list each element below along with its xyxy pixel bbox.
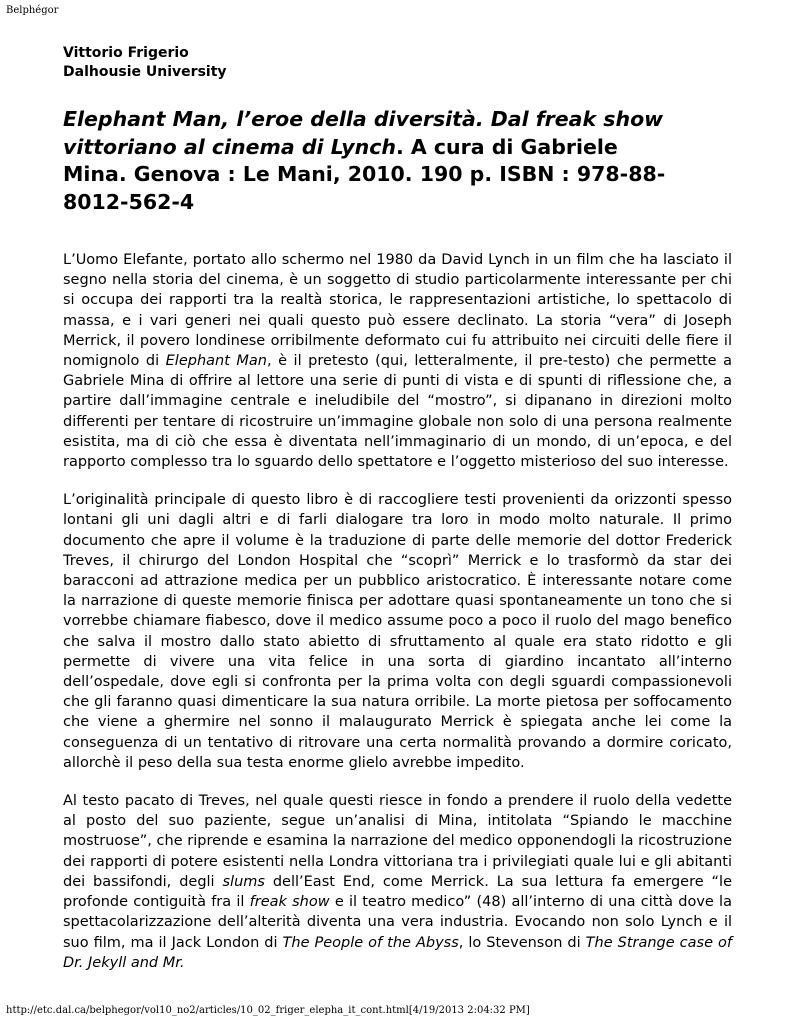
paragraph-1: L’Uomo Elefante, portato allo schermo nel 1980 da David Lynch in un film che ha lasciato il segno nella storia del cinema, è un soggetto di studio particolarmente interessante per chi si occupa dei rapporti tra la realtà storica, le rappresentazioni artistiche, lo spettacolo di massa, e i vari generi nei quali questo può essere declinato. La storia “vera” di Joseph Merrick, il povero londinese orribilmente deformato cui fu attribuito nei circuiti delle fiere il nomignolo di Elephant Man, è il pretesto (qui, letteralmente, il pre-testo) che permette a Gabriele Mina di offrire al lettore una serie di punti di vista e di spunti di riflessione che, a partire dall’immagine centrale e ineludibile del “mostro”, si dipanano in direzioni molto differenti per tentare di ricostruire un’immagine globale non solo di una persona realmente esistita, ma di ciò che essa è diventata nell’immaginario di un mondo, di un’epoca, e del rapporto complesso tra lo sguardo dello spettatore e l’oggetto misterioso del suo interesse.: [63, 252, 732, 471]
author-block: [63, 44, 227, 82]
review-title: [63, 106, 673, 216]
italic-term: slums: [222, 873, 265, 890]
italic-title: The Strange case of Dr. Jekyll and Mr.: [63, 934, 732, 971]
author-affiliation: Dalhousie University: [63, 64, 227, 80]
paragraph-2: L’originalità principale di questo libro è di raccogliere testi provenienti da orizzonti spesso lontani gli uni dagli altri e di farli dialogare tra loro in modo molto naturale. Il primo documento che apre il volume è la traduzione di parte delle memorie del dottor Frederick Treves, il chirurgo del London Hospital che “scoprì” Merrick e lo trasformò da star dei baracconi ad attrazione medica per un pubblico aristocratico. È interessante notare come la narrazione di queste memorie finisca per adottare quasi spontaneamente un tono che si vorrebbe chiamare fiabesco, dove il medico assume poco a poco il ruolo del mago benefico che salva il mostro dallo stato abietto di sfruttamento al quale era stato ridotto e gli permette di vivere una vita felice in una sorta di giardino incantato all’interno dell’ospedale, dove egli si confronta per la prima volta con degli sguardi compassionevoli che gli faranno quasi dimenticare la sua natura orribile. La morte pietosa per soffocamento che viene a ghermire nel sonno il malaugurato Merrick è spiegata anche lei come la conseguenza di un tentativo di ritrovare una certa normalità provando a dormire coricato, allorchè il peso della sua testa enorme glielo avrebbe impedito.: [63, 492, 732, 771]
book-details: . A cura di Gabriele Mina. Genova : Le Mani, 2010. 190 p. ISBN : 978-88-8012-562-4: [63, 134, 666, 214]
article-body: [63, 250, 732, 991]
running-header: Belphégor: [6, 5, 59, 16]
paragraph-3: Al testo pacato di Treves, nel quale questi riesce in fondo a prendere il ruolo della vedette al posto del suo paziente, segue un’analisi di Mina, intitolata “Spiando le macchine mostruose”, che riprende e esamina la narrazione del medico opponendogli la ricostruzione dei rapporti di potere esistenti nella Londra vittoriana tra i privilegiati quale lui e gli abitanti dei bassifondi, degli slums dell’East End, come Merrick. La sua lettura fa emergere “le profonde contiguità fra il freak show e il teatro medico” (48) all’interno di una città dove la spettacolarizzazione dell’alterità diventa una vera industria. Evocando non solo Lynch e il suo film, ma il Jack London di The People of the Abyss, lo Stevenson di The Strange case of Dr. Jekyll and Mr.: [63, 793, 733, 971]
author-name: Vittorio Frigerio: [63, 45, 189, 61]
footer-url: http://etc.dal.ca/belphegor/vol10_no2/articles/10_02_friger_elepha_it_cont.html[4/19/2013 2:04:32 PM]: [6, 1005, 530, 1016]
italic-title: The People of the Abyss: [282, 934, 459, 951]
book-title: Elephant Man, l’eroe della diversità. Dal freak show vittoriano al cinema di Lynch: [63, 107, 664, 159]
italic-term: freak show: [249, 894, 330, 911]
italic-term: Elephant Man: [165, 353, 268, 370]
